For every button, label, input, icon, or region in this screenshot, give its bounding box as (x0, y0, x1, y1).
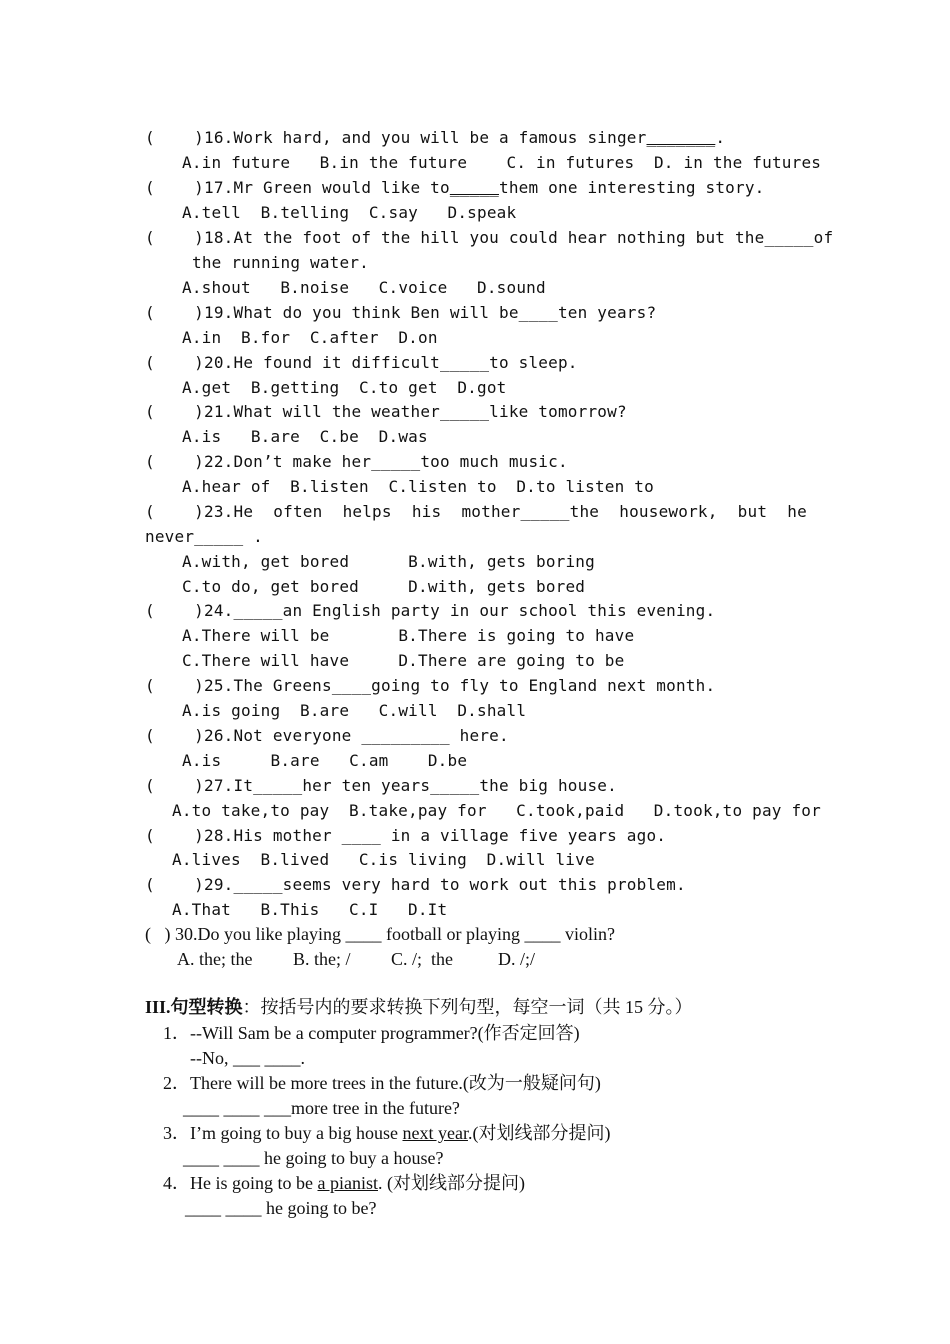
question-29-options: A.That B.This C.I D.It (172, 900, 448, 919)
question-20: ( )20.He found it difficult_____to sleep. (145, 353, 578, 372)
question-18-options: A.shout B.noise C.voice D.sound (182, 278, 546, 297)
rewrite-item-2: 2．There will be more trees in the future.(改为一般疑问句) (163, 1073, 601, 1093)
question-24-options-1: A.There will be B.There is going to have (182, 626, 635, 645)
question-25: ( )25.The Greens____going to fly to England next month. (145, 676, 716, 695)
question-17-options: A.tell B.telling C.say D.speak (182, 203, 517, 222)
question-26: ( )26.Not everyone _________ here. (145, 726, 509, 745)
question-18-continued: the running water. (192, 253, 369, 272)
section-3-title: III.句型转换 (145, 997, 243, 1017)
question-26-options: A.is B.are C.am D.be (182, 751, 468, 770)
rewrite-item-1: 1．--Will Sam be a computer programmer?(作否定回答) (163, 1023, 580, 1043)
question-29: ( )29._____seems very hard to work out this problem. (145, 875, 686, 894)
rewrite-item-1-answer: --No, ___ ____. (190, 1048, 305, 1068)
question-30: ( ) 30.Do you like playing ____ football or playing ____ violin? (145, 924, 615, 944)
rewrite-item-3-answer: ____ ____ he going to buy a house? (183, 1148, 444, 1168)
question-19-options: A.in B.for C.after D.on (182, 328, 438, 347)
question-23-continued: never_____ . (145, 527, 263, 546)
question-22: ( )22.Don’t make her_____too much music. (145, 452, 568, 471)
question-19: ( )19.What do you think Ben will be____ten years? (145, 303, 657, 322)
question-30-options: A. the; the B. the; / C. /; the D. /;/ (177, 949, 535, 969)
question-24: ( )24._____an English party in our school this evening. (145, 601, 716, 620)
question-16-options: A.in future B.in the future C. in futures D. in the futures (182, 153, 822, 172)
rewrite-item-2-answer: ____ ____ ___more tree in the future? (183, 1098, 460, 1118)
question-21-options: A.is B.are C.be D.was (182, 427, 428, 446)
question-23-options-2: C.to do, get bored D.with, gets bored (182, 577, 586, 596)
rewrite-item-3: 3．I’m going to buy a big house next year.(对划线部分提问) (163, 1123, 611, 1143)
section-3-instruction: ：按括号内的要求转换下列句型，每空一词（共 15 分。） (242, 997, 693, 1017)
section-3-heading (145, 996, 693, 1018)
question-28-options: A.lives B.lived C.is living D.will live (172, 850, 595, 869)
question-17: ( )17.Mr Green would like to_____them one interesting story. (145, 178, 765, 197)
question-22-options: A.hear of B.listen C.listen to D.to listen to (182, 477, 654, 496)
question-20-options: A.get B.getting C.to get D.got (182, 378, 507, 397)
underlined-phrase: a pianist (317, 1173, 378, 1193)
question-23: ( )23.He often helps his mother_____the housework, but he (145, 502, 807, 521)
question-24-options-2: C.There will have D.There are going to be (182, 651, 625, 670)
question-23-options-1: A.with, get bored B.with, gets boring (182, 552, 595, 571)
question-16: ( )16.Work hard, and you will be a famous singer_______. (145, 128, 726, 147)
question-27: ( )27.It_____her ten years_____the big house. (145, 776, 617, 795)
answer-blank: _______ (646, 128, 716, 147)
question-18: ( )18.At the foot of the hill you could hear nothing but the_____of (145, 228, 834, 247)
question-21: ( )21.What will the weather_____like tomorrow? (145, 402, 627, 421)
question-28: ( )28.His mother ____ in a village five years ago. (145, 826, 667, 845)
question-25-options: A.is going B.are C.will D.shall (182, 701, 527, 720)
rewrite-item-4: 4．He is going to be a pianist. (对划线部分提问) (163, 1173, 525, 1193)
question-27-options: A.to take,to pay B.take,pay for C.took,paid D.took,to pay for (172, 801, 821, 820)
underlined-phrase: next year (402, 1123, 468, 1143)
rewrite-item-4-answer: ____ ____ he going to be? (185, 1198, 377, 1218)
